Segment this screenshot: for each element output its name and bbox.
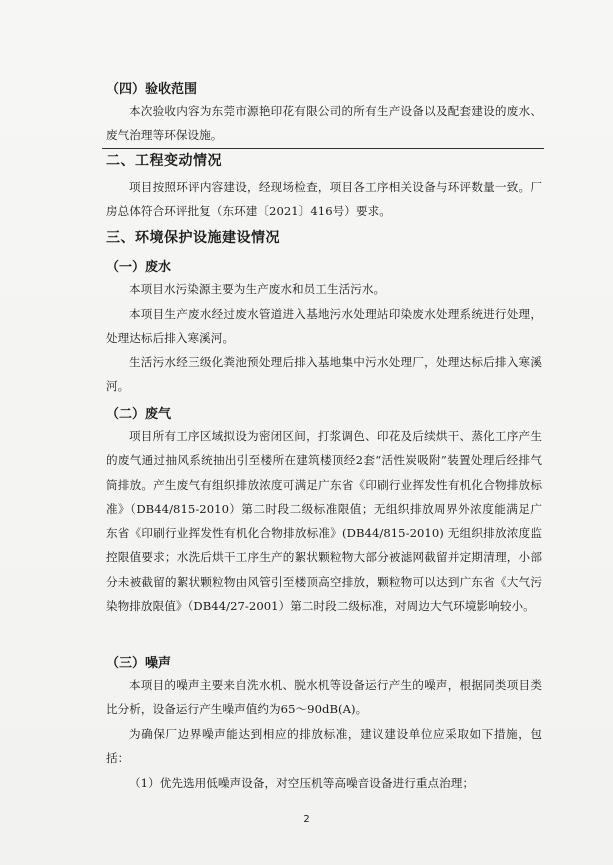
page-number: 2 xyxy=(303,814,310,825)
heading-env-protection: 三、环境保护设施建设情况 xyxy=(106,230,280,246)
changes-paragraph: 项目按照环评内容建设，经现场检查，项目各工序相关设备与环评数量一致。厂房总体符合环评批复（东环建〔2021〕416号）要求。 xyxy=(106,180,542,219)
wastewater-heading: （一）废水 xyxy=(106,260,172,275)
wastewater-paragraph-1: 本项目水污染源主要为生产废水和员工生活污水。 xyxy=(129,282,386,296)
noise-paragraph-1: 本项目的噪声主要来自洗水机、脱水机等设备运行产生的噪声，根据同类项目类比分析，设备运行产生噪声值约为65～90dB(A)。 xyxy=(106,678,542,717)
heading-engineering-changes: 二、工程变动情况 xyxy=(106,153,222,169)
strike-through-line xyxy=(102,148,544,149)
noise-measure-1: （1）优先选用低噪声设备，对空压机等高噪音设备进行重点治理； xyxy=(129,776,475,790)
section-4-heading: （四）验收范围 xyxy=(106,82,198,97)
wastewater-paragraph-3: 生活污水经三级化粪池预处理后排入基地集中污水处理厂，处理达标后排入寒溪河。 xyxy=(106,355,542,394)
noise-heading: （三）噪声 xyxy=(106,656,172,671)
wastewater-paragraph-2: 本项目生产废水经过废水管道进入基地污水处理站印染废水处理系统进行处理，处理达标后排入寒溪河。 xyxy=(106,307,542,346)
exhaust-heading: （二）废气 xyxy=(106,407,172,422)
exhaust-paragraph: 项目所有工序区域拟设为密闭区间，打浆调色、印花及后续烘干、蒸化工序产生的废气通过抽风系统抽出引至楼所在建筑楼顶经2套“活性炭吸附”装置处理后经排气筒排放。产生废气有组织排放浓度可满足广东省《印刷行业挥发性有机化合物排放标准》（DB44/815-2010）第二时段二级标准限值；无组织排放周界外浓度能满足广东省《印刷行业挥发性有机化合物排放标准》(DB44/815-2010) 无组织排放浓度监控限值要求；水洗后烘干工序生产的絮状颗粒物大部分被滤网截留并定期清理，小部分未被截留的絮状颗粒物由风管引至楼顶高空排放，颗粒物可以达到广东省《大气污染物排放限值》（DB44/27-2001）第二时段二级标准，对周边大气环境影响较小。 xyxy=(106,429,542,614)
section-4-paragraph: 本次验收内容为东莞市源艳印花有限公司的所有生产设备以及配套建设的废水、废气治理等环保设施。 xyxy=(106,104,542,143)
noise-paragraph-2: 为确保厂边界噪声能达到相应的排放标准，建议建设单位应采取如下措施，包括： xyxy=(106,727,542,766)
